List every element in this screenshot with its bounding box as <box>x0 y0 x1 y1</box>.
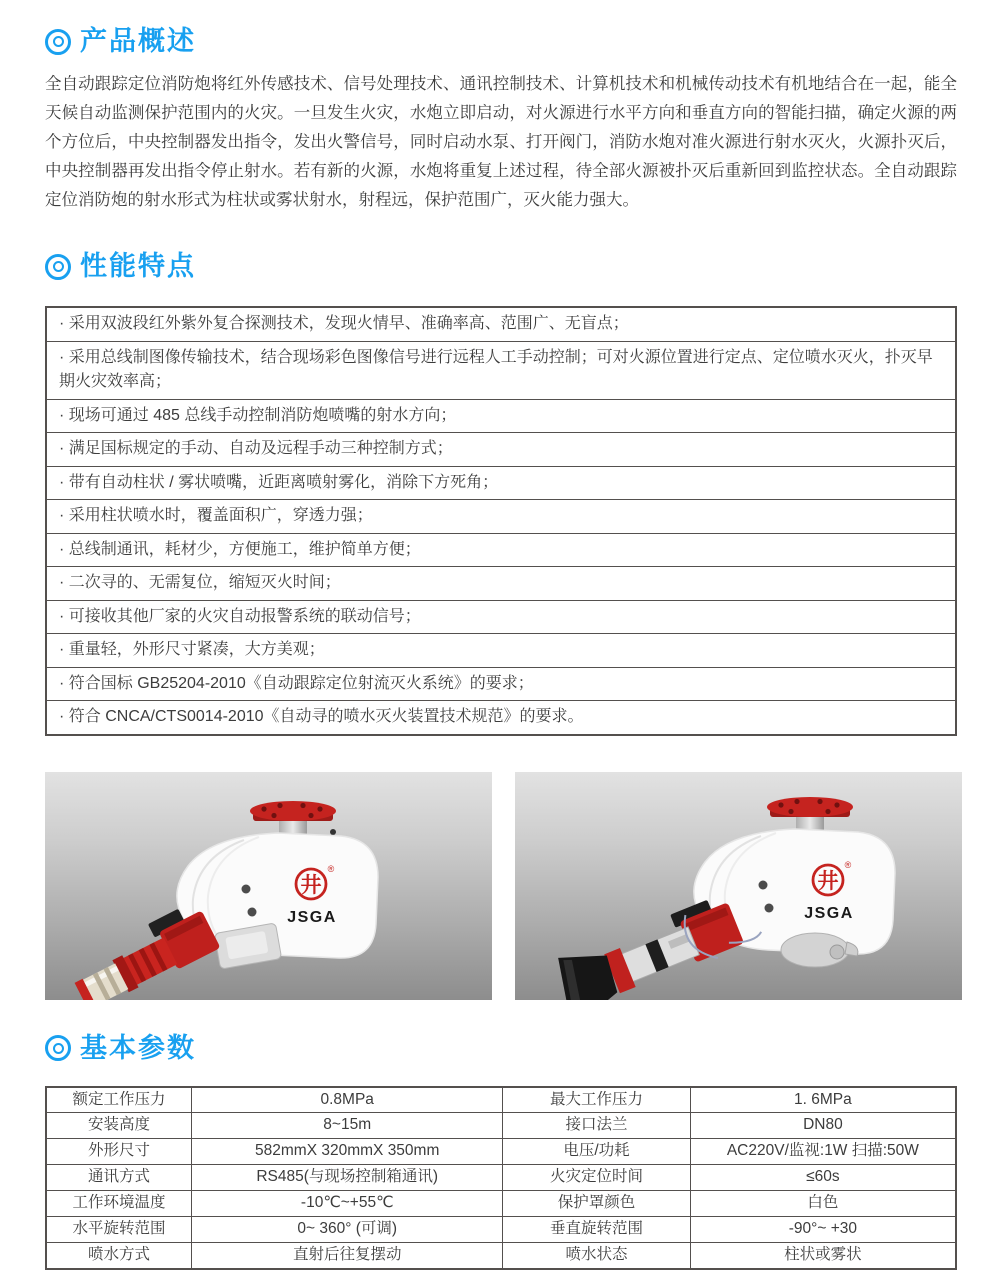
param-value: 8~15m <box>192 1113 503 1139</box>
param-label: 垂直旋转范围 <box>503 1217 690 1243</box>
section-overview-header <box>45 26 957 57</box>
feature-item: · 采用总线制图像传输技术，结合现场彩色图像信号进行远程人工手动控制；可对火源位置进行定点、定位喷水灭火，扑灭早期火灾效率高； <box>47 342 955 400</box>
param-row <box>46 1165 956 1191</box>
basic-parameters-table <box>45 1086 957 1270</box>
features-table <box>45 306 957 736</box>
section-params-header <box>45 1033 957 1064</box>
param-row <box>46 1217 956 1243</box>
param-label: 最大工作压力 <box>503 1087 690 1113</box>
svg-text:井: 井 <box>300 873 322 897</box>
nozzle <box>66 899 221 999</box>
feature-item: · 采用柱状喷水时，覆盖面积广，穿透力强； <box>47 500 955 534</box>
params-title: 基本参数 <box>80 1032 196 1063</box>
product-photo-right <box>515 772 962 1000</box>
param-label: 外形尺寸 <box>46 1139 192 1165</box>
param-value: 1. 6MPa <box>690 1087 956 1113</box>
feature-item: · 符合国标 GB25204-2010《自动跟踪定位射流灭火系统》的要求； <box>47 668 955 702</box>
param-value: 582mmX 320mmX 350mm <box>192 1139 503 1165</box>
param-value: -90°~ +30 <box>690 1217 956 1243</box>
param-label: 喷水方式 <box>46 1243 192 1269</box>
section-bullet-icon <box>45 29 71 55</box>
overview-title: 产品概述 <box>80 26 196 56</box>
param-row <box>46 1243 956 1269</box>
fire-monitor-illustration-left <box>45 772 492 1000</box>
flange <box>250 801 336 821</box>
product-photo-left <box>45 772 492 1000</box>
fire-monitor-illustration-right <box>515 772 962 1000</box>
param-label: 水平旋转范围 <box>46 1217 192 1243</box>
param-label: 通讯方式 <box>46 1165 192 1191</box>
features-title: 性能特点 <box>80 251 196 282</box>
param-label: 接口法兰 <box>503 1113 690 1139</box>
overview-paragraph: 全自动跟踪定位消防炮将红外传感技术、信号处理技术、通讯控制技术、计算机技术和机械传动技术有机地结合在一起，能全天候自动监测保护范围内的火灾。一旦发生火灾，水炮立即启动，对火源进行水平方向和垂直方向的智能扫描，确定火源的两个方位后，中央控制器发出指令，发出火警信号，同时启动水泵、打开阀门，消防水炮对准火源进行射水灭火，火源扑灭后，中央控制器再发出指令停止射水。若有新的火源，水炮将重复上述过程，待全部火源被扑灭后重新回到监控状态。全自动跟踪定位消防炮的射水形式为柱状或雾状射水，射程远，保护范围广，灭火能力强大。 <box>45 75 957 210</box>
param-value: 0.8MPa <box>192 1087 503 1113</box>
feature-item: · 现场可通过 485 总线手动控制消防炮喷嘴的射水方向； <box>47 400 955 434</box>
feature-item: · 总线制通讯，耗材少，方便施工，维护简单方便； <box>47 534 955 568</box>
section-bullet-icon <box>45 1035 71 1061</box>
feature-item: · 二次寻的、无需复位，缩短灭火时间； <box>47 567 955 601</box>
svg-text:井: 井 <box>817 869 839 893</box>
flange <box>767 797 853 817</box>
param-row <box>46 1087 956 1113</box>
param-value: DN80 <box>690 1113 956 1139</box>
feature-item: · 采用双波段红外紫外复合探测技术，发现火情早、准确率高、范围广、无盲点； <box>47 308 955 342</box>
param-label: 工作环境温度 <box>46 1191 192 1217</box>
param-value: ≤60s <box>690 1165 956 1191</box>
feature-item: · 带有自动柱状 / 雾状喷嘴，近距离喷射雾化，消除下方死角； <box>47 467 955 501</box>
feature-item: · 重量轻，外形尺寸紧凑，大方美观； <box>47 634 955 668</box>
feature-item: · 可接收其他厂家的火灾自动报警系统的联动信号； <box>47 601 955 635</box>
svg-text:®: ® <box>844 859 852 870</box>
param-label: 火灾定位时间 <box>503 1165 690 1191</box>
product-photo-gallery <box>45 772 957 1000</box>
param-row <box>46 1113 956 1139</box>
param-value: AC220V/监视:1W 扫描:50W <box>690 1139 956 1165</box>
param-value: 白色 <box>690 1191 956 1217</box>
param-value: -10℃~+55℃ <box>192 1191 503 1217</box>
feature-item: · 满足国标规定的手动、自动及远程手动三种控制方式； <box>47 433 955 467</box>
param-value: 直射后往复摆动 <box>192 1243 503 1269</box>
param-label: 安装高度 <box>46 1113 192 1139</box>
section-features-header <box>45 251 957 282</box>
param-value: 柱状或雾状 <box>690 1243 956 1269</box>
svg-text:®: ® <box>327 863 335 874</box>
param-row <box>46 1191 956 1217</box>
param-label: 喷水状态 <box>503 1243 690 1269</box>
param-row <box>46 1139 956 1165</box>
svg-text:JSGA: JSGA <box>287 908 337 926</box>
feature-item: · 符合 CNCA/CTS0014-2010《自动寻的喷水灭火装置技术规范》的要求。 <box>59 708 584 726</box>
page <box>0 26 1000 1270</box>
param-label: 额定工作压力 <box>46 1087 192 1113</box>
param-value: RS485(与现场控制箱通讯) <box>192 1165 503 1191</box>
svg-text:JSGA: JSGA <box>804 904 854 922</box>
param-value: 0~ 360° (可调) <box>192 1217 503 1243</box>
param-label: 电压/功耗 <box>503 1139 690 1165</box>
param-label: 保护罩颜色 <box>503 1191 690 1217</box>
section-bullet-icon <box>45 254 71 280</box>
